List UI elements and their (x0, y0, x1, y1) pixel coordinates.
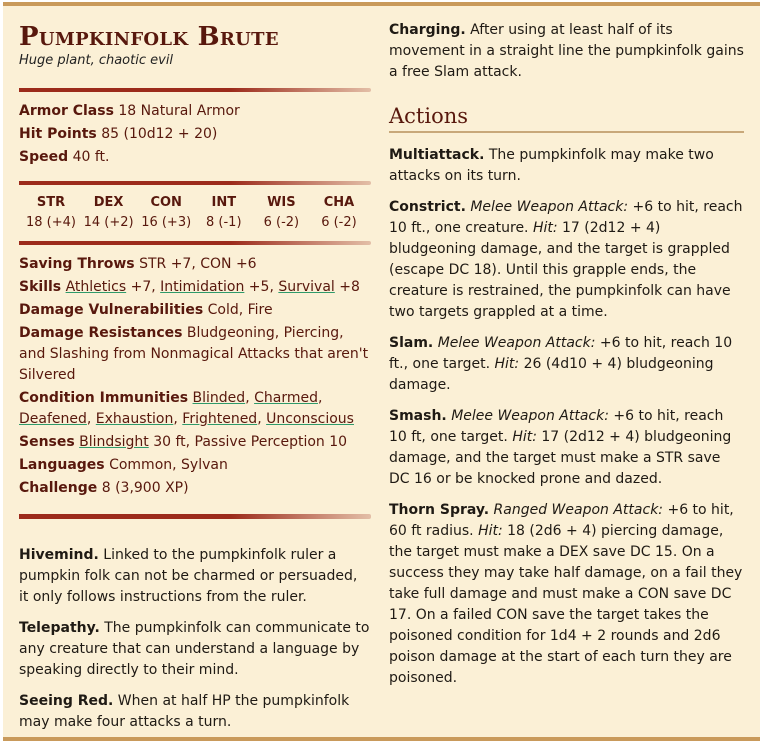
ability-dex (81, 193, 137, 233)
action-thorn-spray (389, 500, 744, 689)
damage-vulnerabilities-value: Cold, Fire (207, 302, 273, 318)
challenge-value: 8 (3,900 XP) (101, 480, 189, 496)
action-hit-label: Hit: (512, 429, 537, 445)
divider (19, 181, 371, 185)
action-text: 17 (2d12 + 4) bludgeoning damage, and the target is grappled (escape DC 18). Until this grapple ends, the creature is restrained, the pumpkinfolk can have two targets grappled at a time. (389, 220, 731, 320)
action-attack-type: Melee Weapon Attack: (465, 199, 629, 215)
skill-bonus: +8 (334, 279, 360, 295)
action-text: 18 (2d6 + 4) piercing damage, the target must make a DEX save DC 15. On a success they may take half damage, on a fail they take full damage and must make a CON save DC 17. On a failed CON save the target takes the poisoned condition for 1d4 + 2 rounds and 2d6 poison damage at the start of each turn they are poisoned. (389, 523, 743, 686)
saving-throws-label: Saving Throws (19, 256, 135, 272)
damage-resistances-value: Bludgeoning, Piercing, and Slashing from Nonmagical Attacks that aren't Silvered (19, 325, 369, 383)
damage-vulnerabilities-label: Damage Vulnerabilities (19, 302, 204, 318)
hit-points-label: Hit Points (19, 126, 97, 142)
trait-telepathy (19, 618, 371, 681)
damage-resistances-label: Damage Resistances (19, 325, 183, 341)
monster-name: Pumpkinfolk Brute (19, 22, 279, 52)
action-title: Smash. (389, 408, 447, 424)
divider (19, 514, 371, 519)
ability-score: 6 (-2) (263, 215, 300, 230)
ability-int (196, 193, 252, 233)
ability-name: WIS (267, 195, 296, 210)
speed-value: 40 ft. (72, 149, 110, 165)
armor-class (19, 100, 371, 123)
action-title: Constrict. (389, 199, 466, 215)
trait-text: When at half HP the pumpkinfolk may make four attacks a turn. (19, 693, 350, 730)
sense-link-blindsight[interactable]: Blindsight (79, 434, 149, 450)
action-title: Slam. (389, 335, 434, 351)
senses-label: Senses (19, 434, 75, 450)
speed-label: Speed (19, 149, 69, 165)
trait-charging (389, 20, 744, 83)
action-title: Thorn Spray. (389, 502, 490, 518)
ability-scores (19, 193, 371, 233)
divider (19, 241, 371, 245)
ability-score: 14 (+2) (83, 215, 134, 230)
saving-throws-value: STR +7, CON +6 (139, 256, 257, 272)
condition-link-frightened[interactable]: Frightened (182, 411, 258, 427)
divider (19, 88, 371, 92)
ability-score: 18 (+4) (26, 215, 76, 230)
challenge-label: Challenge (19, 480, 98, 496)
damage-vulnerabilities (19, 299, 371, 322)
action-to-hit: +6 to hit, reach 10 ft., one creature. (389, 199, 743, 236)
ability-con (138, 193, 194, 233)
right-column (389, 20, 744, 699)
action-text: 17 (2d12 + 4) bludgeoning damage, and the target must make a STR save DC 16 or be knocked prone and dazed. (389, 429, 732, 487)
speed (19, 146, 371, 169)
ability-score: 8 (-1) (206, 215, 242, 230)
condition-link-exhaustion[interactable]: Exhaustion (95, 411, 174, 427)
trait-title: Hivemind. (19, 547, 99, 563)
trait-title: Seeing Red. (19, 693, 114, 709)
trait-seeing-red (19, 691, 371, 733)
condition-link-deafened[interactable]: Deafened (19, 411, 87, 427)
action-constrict (389, 197, 744, 323)
action-title: Multiattack. (389, 147, 485, 163)
ability-name: DEX (93, 195, 124, 210)
senses (19, 431, 371, 454)
ability-str (23, 193, 79, 233)
senses-value: 30 ft, Passive Perception 10 (148, 434, 348, 450)
trait-text: The pumpkinfolk can communicate to any creature that can understand a language by speaking directly to their mind. (19, 620, 370, 678)
skill-bonus: +5, (244, 279, 274, 295)
actions-heading: Actions (389, 104, 469, 128)
skill-link-intimidation[interactable]: Intimidation (160, 279, 245, 295)
action-attack-type: Melee Weapon Attack: (446, 408, 609, 424)
trait-text: After using at least half of its movement in a straight line the pumpkinfolk gains a free Slam attack. (389, 22, 744, 80)
ability-cha (311, 193, 367, 233)
ability-name: INT (211, 195, 237, 210)
hit-points (19, 123, 371, 146)
ability-wis (253, 193, 309, 233)
ability-name: CHA (323, 195, 355, 210)
skills (19, 276, 371, 299)
stat-block (3, 2, 760, 741)
actions-heading-rule (389, 131, 744, 133)
condition-link-blinded[interactable]: Blinded (192, 390, 246, 406)
action-to-hit: +6 to hit, reach 10 ft, one target. (389, 408, 724, 445)
skill-link-athletics[interactable]: Athletics (65, 279, 127, 295)
ability-name: CON (150, 195, 182, 210)
action-hit-label: Hit: (532, 220, 558, 236)
skills-label: Skills (19, 279, 62, 295)
action-attack-type: Melee Weapon Attack: (433, 335, 596, 351)
trait-title: Charging. (389, 22, 466, 38)
condition-immunities: Condition Immunities Blinded, Charmed, Deafened, Exhaustion, Frightened, Unconscious (19, 390, 354, 427)
action-to-hit: +6 to hit, 60 ft radius. (389, 502, 734, 539)
skill-bonus: +7, (126, 279, 156, 295)
armor-class-value: 18 Natural Armor (118, 103, 240, 119)
languages (19, 454, 371, 477)
action-to-hit: +6 to hit, reach 10 ft., one target. (389, 335, 733, 372)
action-slam (389, 333, 744, 396)
trait-title: Telepathy. (19, 620, 100, 636)
damage-resistances (19, 323, 371, 386)
languages-label: Languages (19, 457, 105, 473)
ability-score: 16 (+3) (141, 215, 192, 230)
ability-name: STR (36, 195, 66, 210)
action-multiattack (389, 145, 744, 187)
action-attack-type: Ranged Weapon Attack: (489, 502, 664, 518)
trait-text: Linked to the pumpkinfolk ruler a pumpkin folk can not be charmed or persuaded, it only follows instructions from the ruler. (19, 547, 358, 605)
saving-throws (19, 253, 371, 276)
armor-class-label: Armor Class (19, 103, 114, 119)
challenge (19, 477, 371, 500)
condition-link-unconscious[interactable]: Unconscious (266, 411, 354, 427)
languages-value: Common, Sylvan (109, 457, 228, 473)
ability-score: 6 (-2) (321, 215, 357, 230)
left-column (19, 22, 371, 741)
hit-points-value: 85 (10d12 + 20) (101, 126, 218, 142)
action-hit-label: Hit: (478, 523, 503, 539)
condition-immunities-label: Condition Immunities (19, 390, 189, 406)
action-text: 26 (4d10 + 4) bludgeoning damage. (389, 356, 714, 393)
trait-hivemind (19, 545, 371, 608)
monster-type-line: Huge plant, chaotic evil (19, 53, 174, 68)
condition-link-charmed[interactable]: Charmed (254, 390, 318, 406)
action-hit-label: Hit: (494, 356, 520, 372)
action-text: The pumpkinfolk may make two attacks on its turn. (389, 147, 714, 184)
action-smash (389, 406, 744, 490)
skill-link-survival[interactable]: Survival (278, 279, 335, 295)
